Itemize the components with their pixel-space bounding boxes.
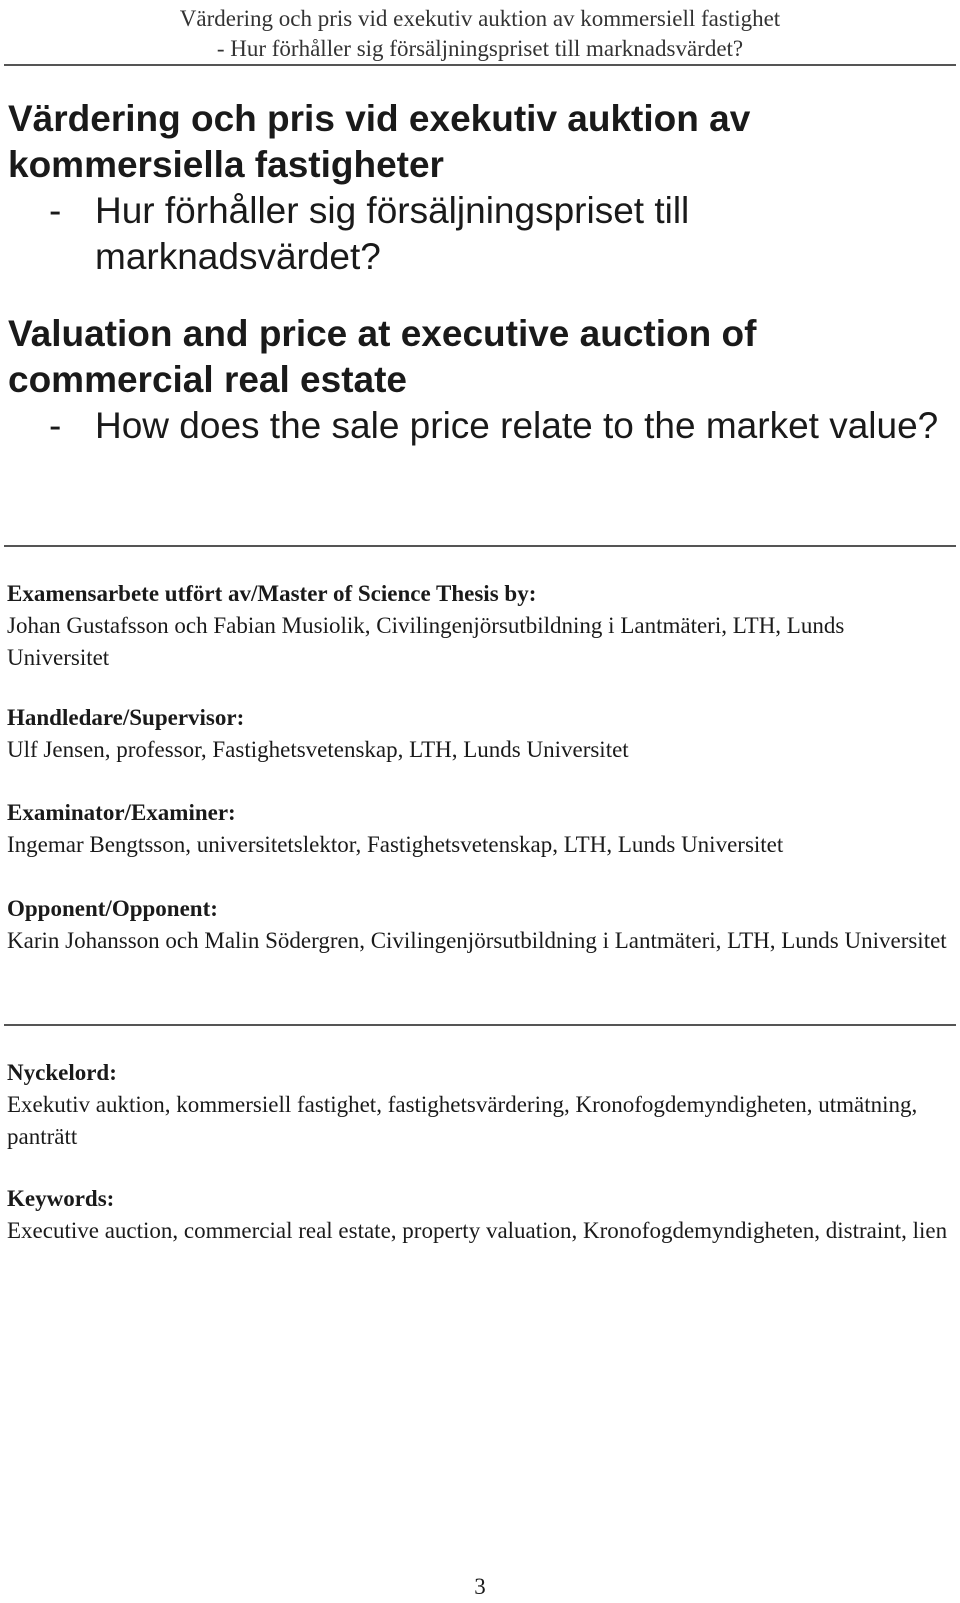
keywords-english-value: Executive auction, commercial real estate, property valuation, Kronofogdemyndigheten, distraint, lien: [7, 1218, 948, 1243]
keywords-swedish-value: Exekutiv auktion, kommersiell fastighet, fastighetsvärdering, Kronofogdemyndigheten, utmätning, panträtt: [7, 1092, 918, 1149]
title-swedish: [8, 96, 948, 280]
section-divider: [4, 1024, 956, 1026]
title-english-subtitle-text: How does the sale price relate to the market value?: [95, 405, 939, 446]
title-english-main: Valuation and price at executive auction of commercial real estate: [8, 313, 757, 400]
title-english: [8, 311, 948, 449]
author-section: [7, 578, 952, 674]
keywords-english-section: [7, 1183, 952, 1247]
opponent-value: Karin Johansson och Malin Södergren, Civilingenjörsutbildning i Lantmäteri, LTH, Lunds Universitet: [7, 928, 947, 953]
keywords-english-label: Keywords:: [7, 1186, 115, 1211]
running-header: [0, 4, 960, 64]
author-label: Examensarbete utfört av/Master of Science Thesis by:: [7, 581, 537, 606]
supervisor-label: Handledare/Supervisor:: [7, 705, 245, 730]
examiner-label: Examinator/Examiner:: [7, 800, 236, 825]
title-swedish-main: Värdering och pris vid exekutiv auktion av kommersiella fastigheter: [8, 98, 751, 185]
supervisor-value: Ulf Jensen, professor, Fastighetsvetenskap, LTH, Lunds Universitet: [7, 737, 629, 762]
running-header-line-1: Värdering och pris vid exekutiv auktion av kommersiell fastighet: [179, 6, 781, 31]
page-number: 3: [474, 1574, 486, 1599]
running-header-line-2: - Hur förhåller sig försäljningspriset till marknadsvärdet?: [216, 36, 744, 61]
author-value: Johan Gustafsson och Fabian Musiolik, Civilingenjörsutbildning i Lantmäteri, LTH, Lunds Universitet: [7, 613, 845, 670]
examiner-value: Ingemar Bengtsson, universitetslektor, Fastighetsvetenskap, LTH, Lunds Universitet: [7, 832, 784, 857]
examiner-section: [7, 797, 952, 861]
title-swedish-subtitle: [8, 188, 948, 280]
title-swedish-subtitle-text: Hur förhåller sig försäljningspriset till marknadsvärdet?: [95, 190, 690, 277]
section-divider: [4, 545, 956, 547]
subtitle-dash: -: [49, 190, 62, 231]
keywords-swedish-label: Nyckelord:: [7, 1060, 117, 1085]
title-english-subtitle: [8, 403, 948, 449]
header-rule: [4, 64, 956, 66]
opponent-label: Opponent/Opponent:: [7, 896, 218, 921]
keywords-swedish-section: [7, 1057, 952, 1153]
subtitle-dash: -: [49, 405, 62, 446]
opponent-section: [7, 893, 952, 957]
supervisor-section: [7, 702, 952, 766]
